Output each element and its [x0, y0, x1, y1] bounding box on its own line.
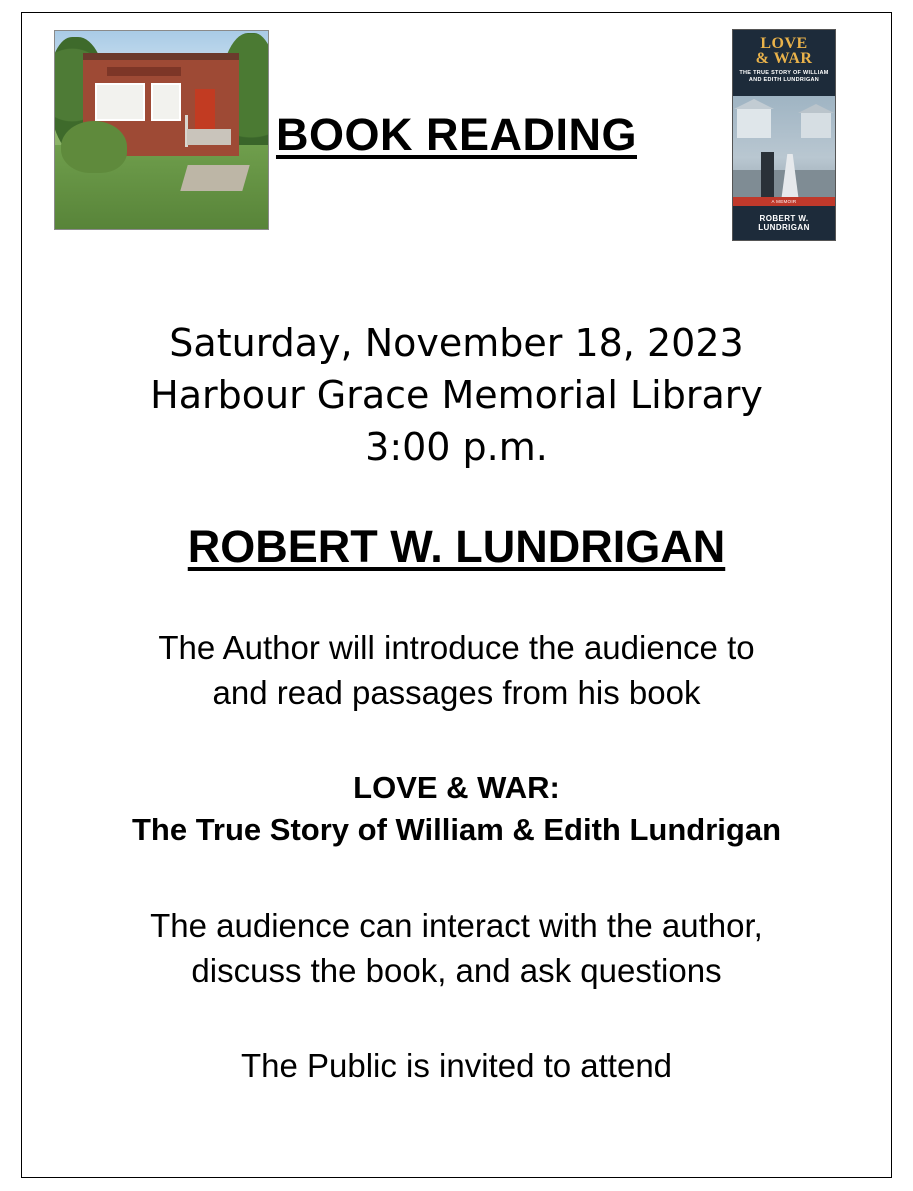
event-time: 3:00 p.m. [365, 425, 548, 469]
interaction-line-1: The audience can interact with the author, [150, 907, 763, 944]
book-title-text [22, 767, 891, 851]
event-venue: Harbour Grace Memorial Library [150, 373, 763, 417]
page-title: BOOK READING [275, 109, 637, 160]
intro-text [22, 625, 891, 715]
book-cover-house-right [801, 112, 831, 138]
public-invitation: The Public is invited to attend [240, 1047, 673, 1084]
book-cover-title-line2: & WAR [755, 50, 813, 67]
book-cover-image [732, 29, 836, 241]
book-cover-red-band [733, 197, 835, 206]
book-cover-title [733, 36, 835, 66]
book-title-line-1: LOVE & WAR: [353, 770, 560, 805]
book-cover-figure-man [761, 152, 774, 202]
event-date: Saturday, November 18, 2023 [169, 321, 744, 365]
book-cover-author: ROBERT W. LUNDRIGAN [758, 214, 810, 232]
book-cover-band-text: A MEMOIR [771, 199, 797, 204]
interaction-line-2: discuss the book, and ask questions [191, 952, 722, 989]
book-cover-photo [733, 96, 835, 208]
intro-line-2: and read passages from his book [212, 674, 701, 711]
author-name: ROBERT W. LUNDRIGAN [187, 521, 726, 572]
intro-line-1: The Author will introduce the audience to [158, 629, 755, 666]
photo-building-sign [107, 67, 181, 76]
poster-page [21, 12, 892, 1178]
book-cover-house-left [737, 108, 771, 138]
interaction-text [22, 903, 891, 993]
photo-walkway [180, 165, 249, 191]
book-title-line-2: The True Story of William & Edith Lundrigan [131, 812, 782, 847]
book-cover-subtitle: THE TRUE STORY OF WILLIAM AND EDITH LUNDRIGAN [739, 70, 829, 83]
event-details [22, 317, 891, 473]
book-cover-title-line1: LOVE [760, 35, 808, 52]
poster-header [22, 13, 891, 245]
